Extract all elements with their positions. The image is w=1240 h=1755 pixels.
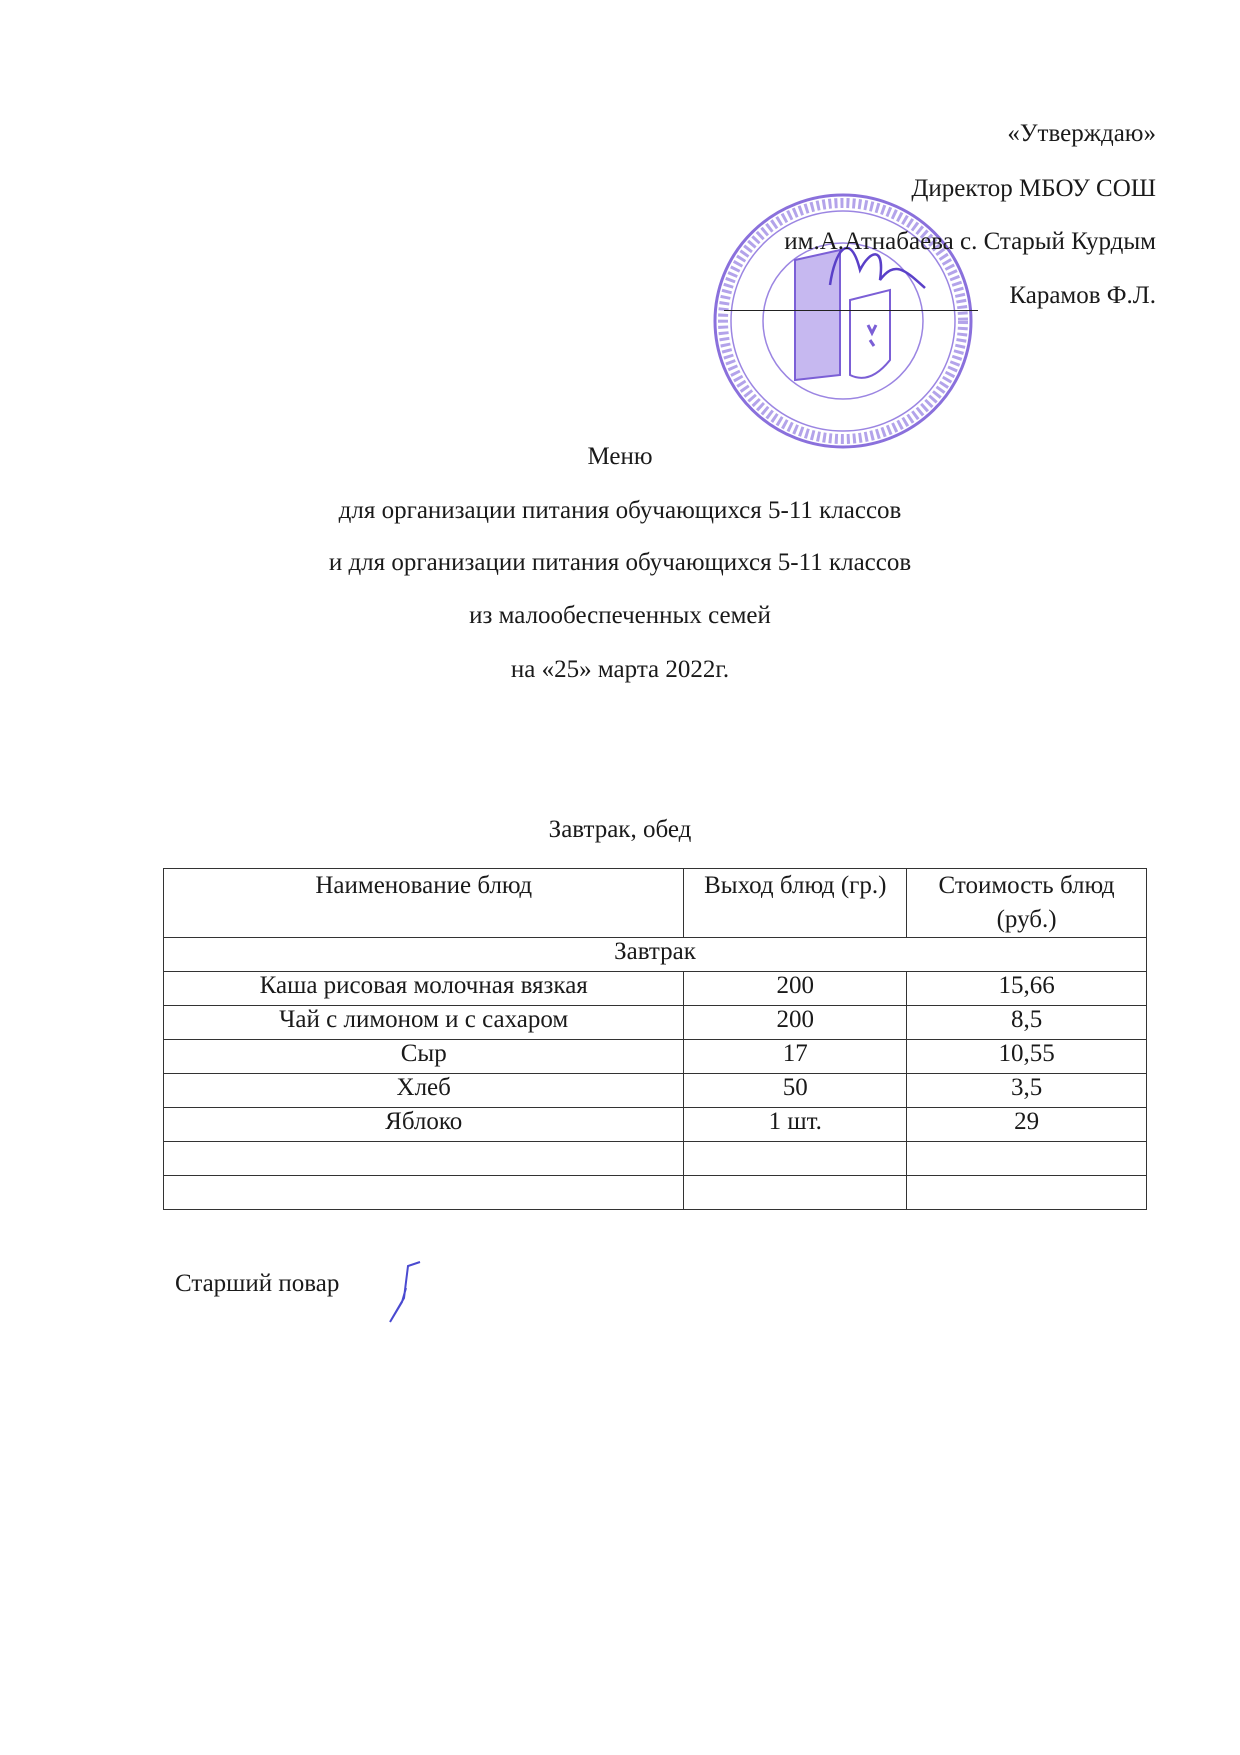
dish-yield [684, 1142, 907, 1176]
table-row-empty [164, 1176, 1147, 1210]
dish-cost [907, 1142, 1147, 1176]
director-position: Директор МБОУ СОШ [911, 175, 1156, 202]
table-row-empty [164, 1142, 1147, 1176]
approve-label: «Утверждаю» [1007, 120, 1156, 147]
header-dish: Наименование блюд [164, 869, 684, 938]
dish-cost: 29 [907, 1108, 1147, 1142]
dish-name: Хлеб [164, 1074, 684, 1108]
dish-name: Каша рисовая молочная вязкая [164, 972, 684, 1006]
header-cost: Стоимость блюд (руб.) [907, 869, 1147, 938]
table-row [164, 1040, 1147, 1074]
table-row [164, 1108, 1147, 1142]
dish-yield: 200 [684, 972, 907, 1006]
table-row [164, 1006, 1147, 1040]
dish-name [164, 1142, 684, 1176]
doc-subtitle-3: из малообеспеченных семей [469, 602, 771, 629]
dish-name: Сыр [164, 1040, 684, 1074]
dish-yield: 50 [684, 1074, 907, 1108]
dish-cost: 10,55 [907, 1040, 1147, 1074]
doc-date: на «25» марта 2022г. [510, 656, 730, 683]
table-row [164, 972, 1147, 1006]
director-name: Карамов Ф.Л. [1009, 282, 1156, 309]
table-header-row [164, 869, 1147, 938]
doc-title: Меню [587, 443, 653, 470]
school-name: им.А.Атнабаева с. Старый Курдым [784, 228, 1156, 255]
section-breakfast: Завтрак [164, 938, 1147, 972]
dish-yield: 1 шт. [684, 1108, 907, 1142]
dish-cost: 8,5 [907, 1006, 1147, 1040]
table-row [164, 1074, 1147, 1108]
dish-cost: 15,66 [907, 972, 1147, 1006]
dish-yield: 17 [684, 1040, 907, 1074]
dish-name [164, 1176, 684, 1210]
cook-signature [380, 1258, 430, 1328]
section-row [164, 938, 1147, 972]
doc-subtitle-1: для организации питания обучающихся 5-11 классов [338, 497, 902, 524]
cook-label: Старший повар [175, 1270, 340, 1297]
signature-line [724, 310, 978, 311]
dish-name: Чай с лимоном и с сахаром [164, 1006, 684, 1040]
dish-yield: 200 [684, 1006, 907, 1040]
dish-cost [907, 1176, 1147, 1210]
dish-name: Яблоко [164, 1108, 684, 1142]
dish-yield [684, 1176, 907, 1210]
doc-subtitle-2: и для организации питания обучающихся 5-11 классов [328, 549, 912, 576]
meal-heading: Завтрак, обед [548, 816, 692, 843]
header-yield: Выход блюд (гр.) [684, 869, 907, 938]
menu-table [163, 868, 1147, 1210]
dish-cost: 3,5 [907, 1074, 1147, 1108]
